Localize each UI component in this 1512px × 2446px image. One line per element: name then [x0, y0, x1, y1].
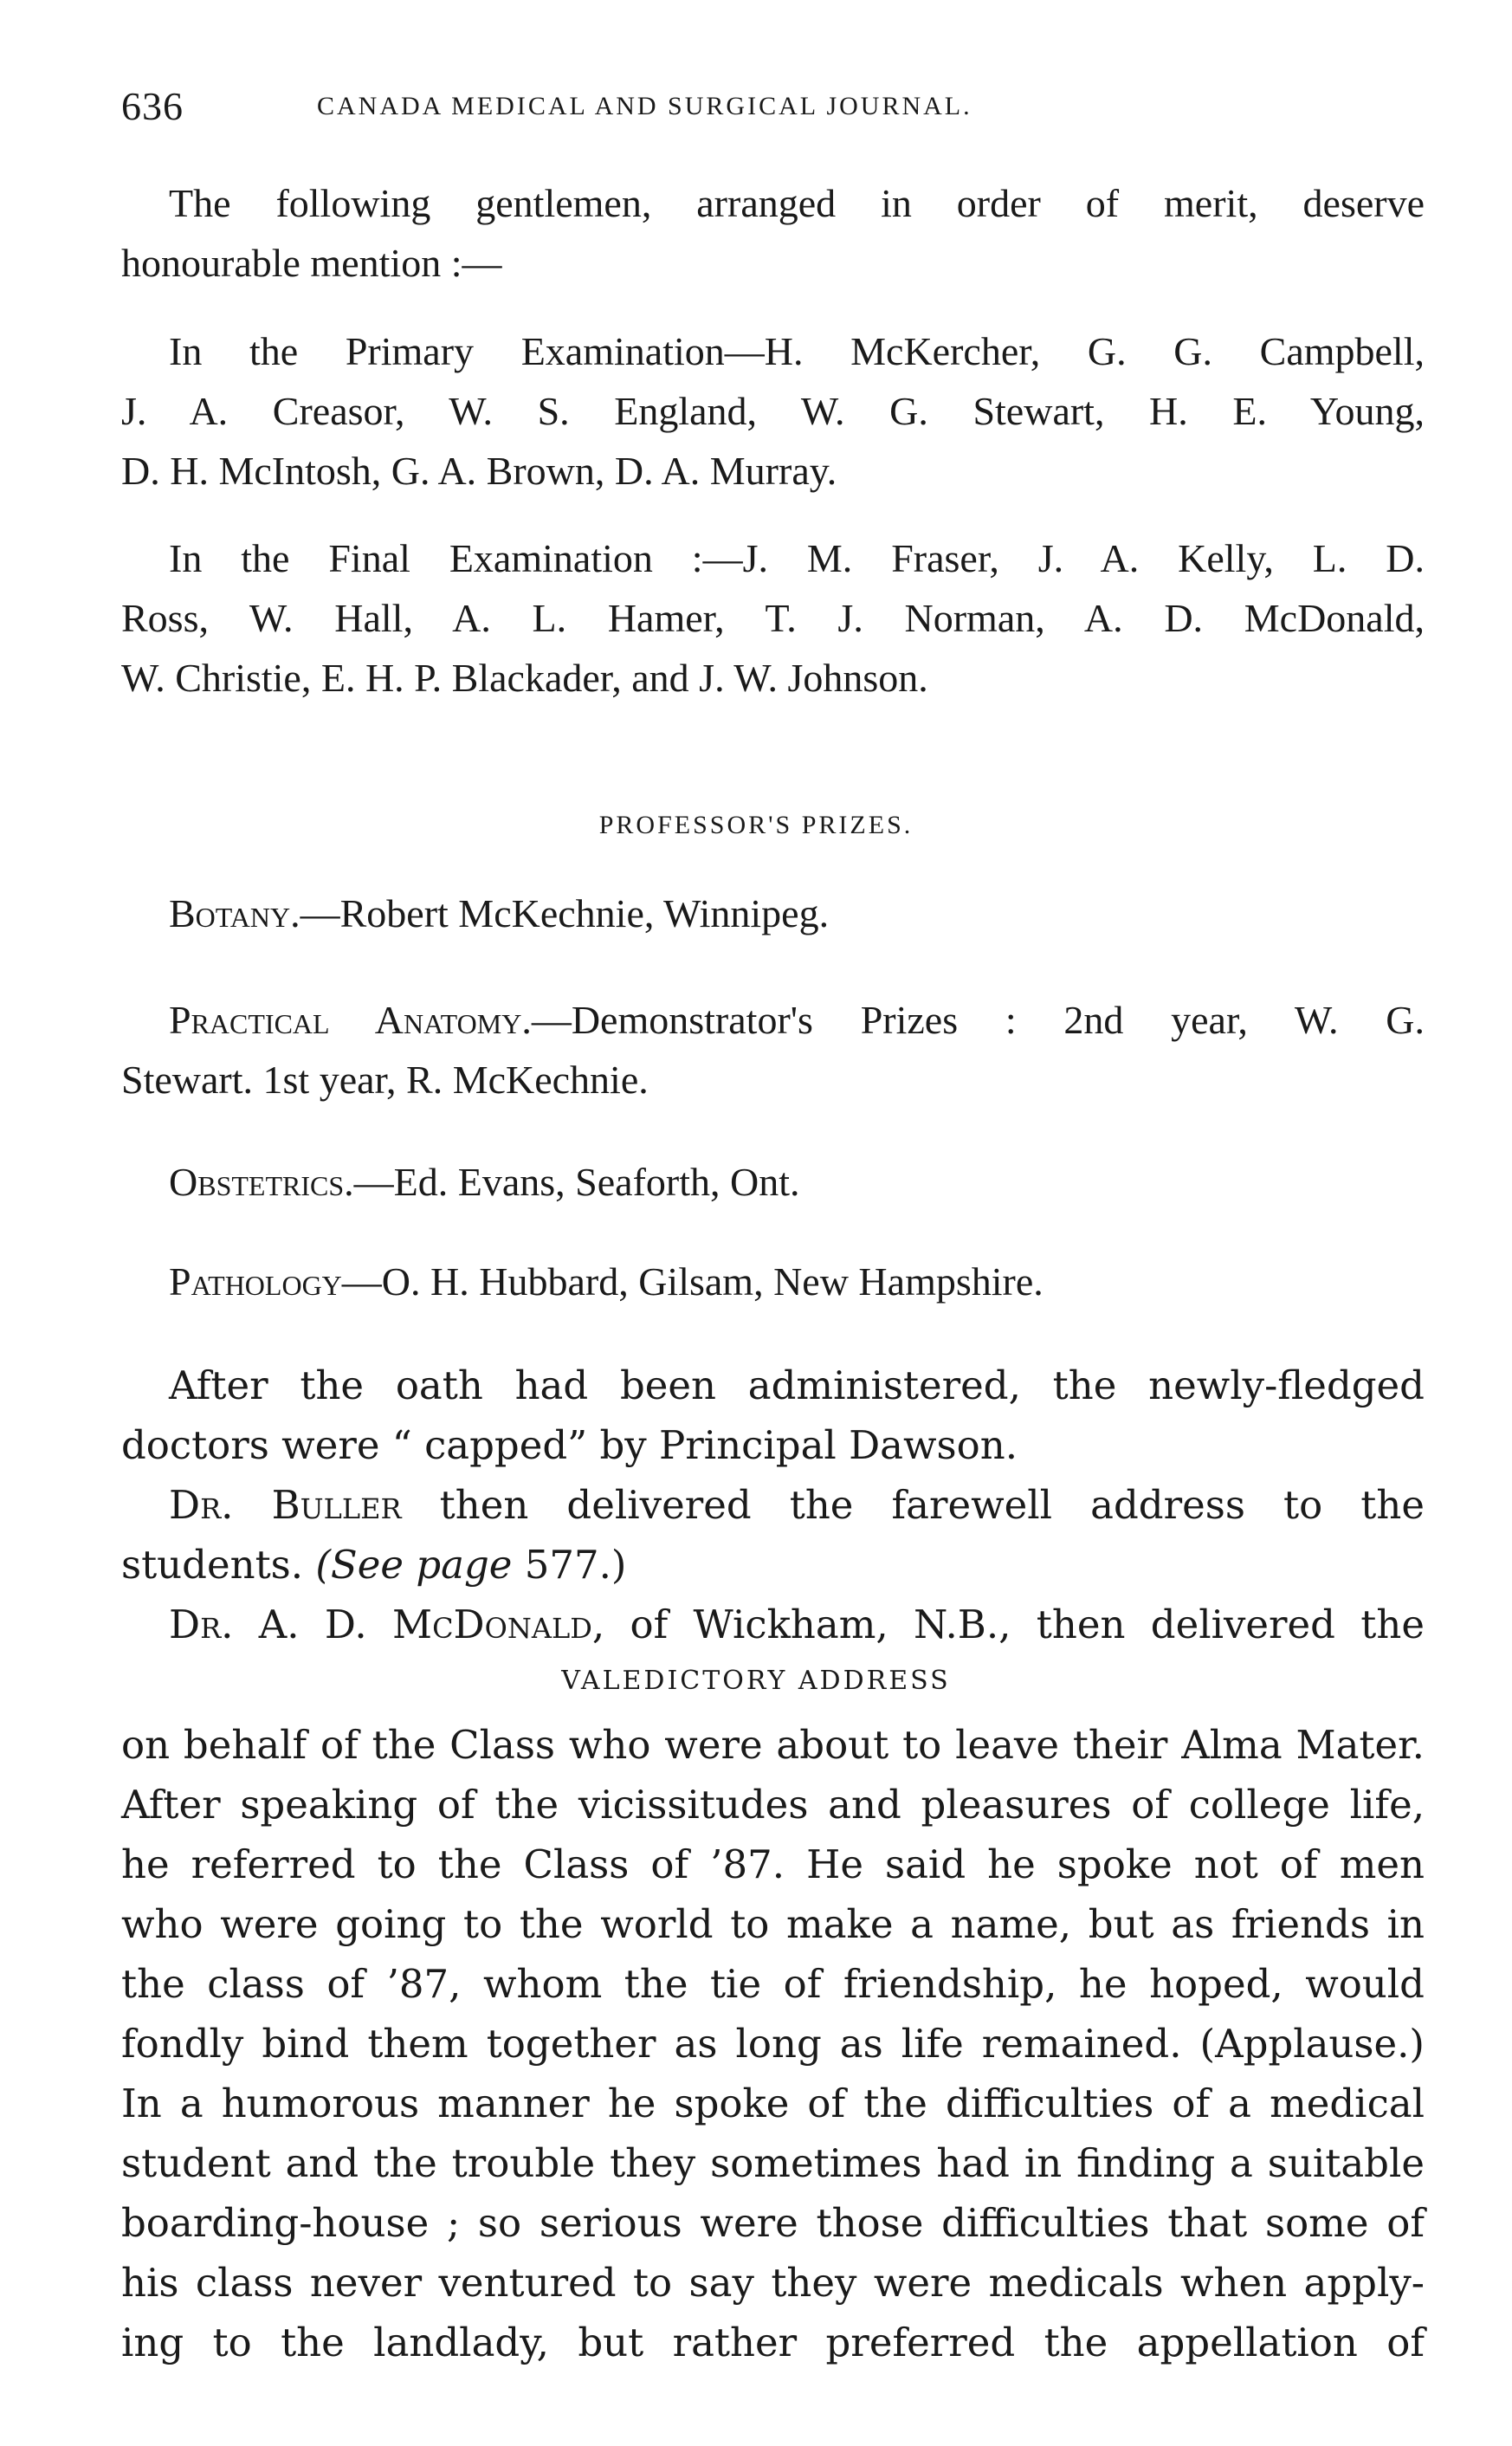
- prize-text: —Demonstrator's Prizes : 2nd year, W. G.: [531, 998, 1425, 1042]
- prize-pathology: [121, 1252, 1425, 1311]
- prize-obstetrics: [121, 1152, 1425, 1212]
- text-line: In a humorous manner he spoke of the difficulties of a medical: [121, 2080, 1425, 2126]
- text-line: After speaking of the vicissitudes and pleasures of college life,: [121, 1782, 1425, 1828]
- page-header: [121, 83, 1403, 135]
- text-line: doctors were “ capped” by Principal Dawson.: [121, 1422, 1018, 1468]
- text-line: W. Christie, E. H. P. Blackader, and J. W. Johnson.: [121, 656, 928, 700]
- text-line: boarding-house ; so serious were those difficulties that some of: [121, 2200, 1425, 2246]
- text-line: student and the trouble they sometimes had in finding a suitable: [121, 2140, 1425, 2186]
- text-line: After the oath had been administered, the newly-fledged: [169, 1362, 1425, 1408]
- text-line: his class never ventured to say they were medicals when apply-: [121, 2260, 1425, 2306]
- person-name: Dr. A. D. McDonald,: [169, 1602, 605, 1647]
- text-line: J. A. Creasor, W. S. England, W. G. Stewart, H. E. Young,: [121, 389, 1425, 433]
- text-line: he referred to the Class of ’87. He said he spoke not of men: [121, 1841, 1425, 1887]
- line-text: 577.): [512, 1542, 627, 1588]
- text-line: ing to the landlady, but rather preferred the appellation of: [121, 2320, 1425, 2365]
- line-text: students.: [121, 1542, 316, 1588]
- text-line: Stewart. 1st year, R. McKechnie.: [121, 1058, 649, 1102]
- text-line: honourable mention :—: [121, 241, 502, 285]
- text-line: In the Primary Examination—H. McKercher, G. G. Campbell,: [169, 329, 1425, 373]
- honourable-intro: [121, 173, 1425, 293]
- running-title: CANADA MEDICAL AND SURGICAL JOURNAL.: [317, 92, 972, 120]
- text-line: the class of ’87, whom the tie of friendship, he hoped, would: [121, 1961, 1425, 2007]
- prize-label: Obstetrics.: [169, 1160, 354, 1204]
- prize-label: Practical Anatomy.: [169, 998, 532, 1042]
- prize-text: —Ed. Evans, Seaforth, Ont.: [353, 1160, 800, 1204]
- valedictory-heading: VALEDICTORY ADDRESS: [561, 1666, 951, 1696]
- text-line: [121, 883, 1425, 943]
- text-line: on behalf of the Class who were about to leave their Alma Mater.: [121, 1722, 1425, 1768]
- oath-paragraph: [121, 1356, 1425, 1475]
- prize-botany: [121, 883, 1425, 943]
- text-line: [121, 1535, 1425, 1595]
- prize-text: —O. H. Hubbard, Gilsam, New Hampshire.: [341, 1259, 1044, 1304]
- text-line: [121, 1252, 1425, 1311]
- line-text: then delivered the farewell address to the: [401, 1482, 1425, 1528]
- prize-anatomy: [121, 990, 1425, 1110]
- primary-examination: [121, 321, 1425, 501]
- see-page-ref: (See page: [315, 1542, 513, 1588]
- prize-text: —Robert McKechnie, Winnipeg.: [300, 891, 830, 935]
- text-line: D. H. McIntosh, G. A. Brown, D. A. Murray.: [121, 449, 837, 493]
- prize-label: Pathology: [169, 1259, 342, 1304]
- text-line: The following gentlemen, arranged in order of merit, deserve: [169, 181, 1425, 225]
- valedictory-body: [121, 1715, 1425, 2372]
- person-name: Dr. Buller: [169, 1482, 402, 1528]
- text-line: [121, 1475, 1425, 1535]
- page-number: 636: [121, 84, 184, 128]
- text-line: fondly bind them together as long as life remained. (Applause.): [121, 2021, 1425, 2067]
- text-line: Ross, W. Hall, A. L. Hamer, T. J. Norman, A. D. McDonald,: [121, 596, 1425, 640]
- prize-label: Botany.: [169, 891, 300, 935]
- mcdonald-paragraph: [121, 1595, 1425, 1654]
- final-examination: [121, 528, 1425, 708]
- line-text: of Wickham, N.B., then delivered the: [604, 1602, 1425, 1647]
- text-line: [121, 1152, 1425, 1212]
- text-line: [121, 1595, 1425, 1654]
- text-line: [121, 990, 1425, 1050]
- text-line: In the Final Examination :—J. M. Fraser, J. A. Kelly, L. D.: [169, 536, 1425, 580]
- prizes-heading: PROFESSOR'S PRIZES.: [598, 811, 914, 839]
- buller-paragraph: [121, 1475, 1425, 1595]
- text-line: who were going to the world to make a name, but as friends in: [121, 1901, 1425, 1947]
